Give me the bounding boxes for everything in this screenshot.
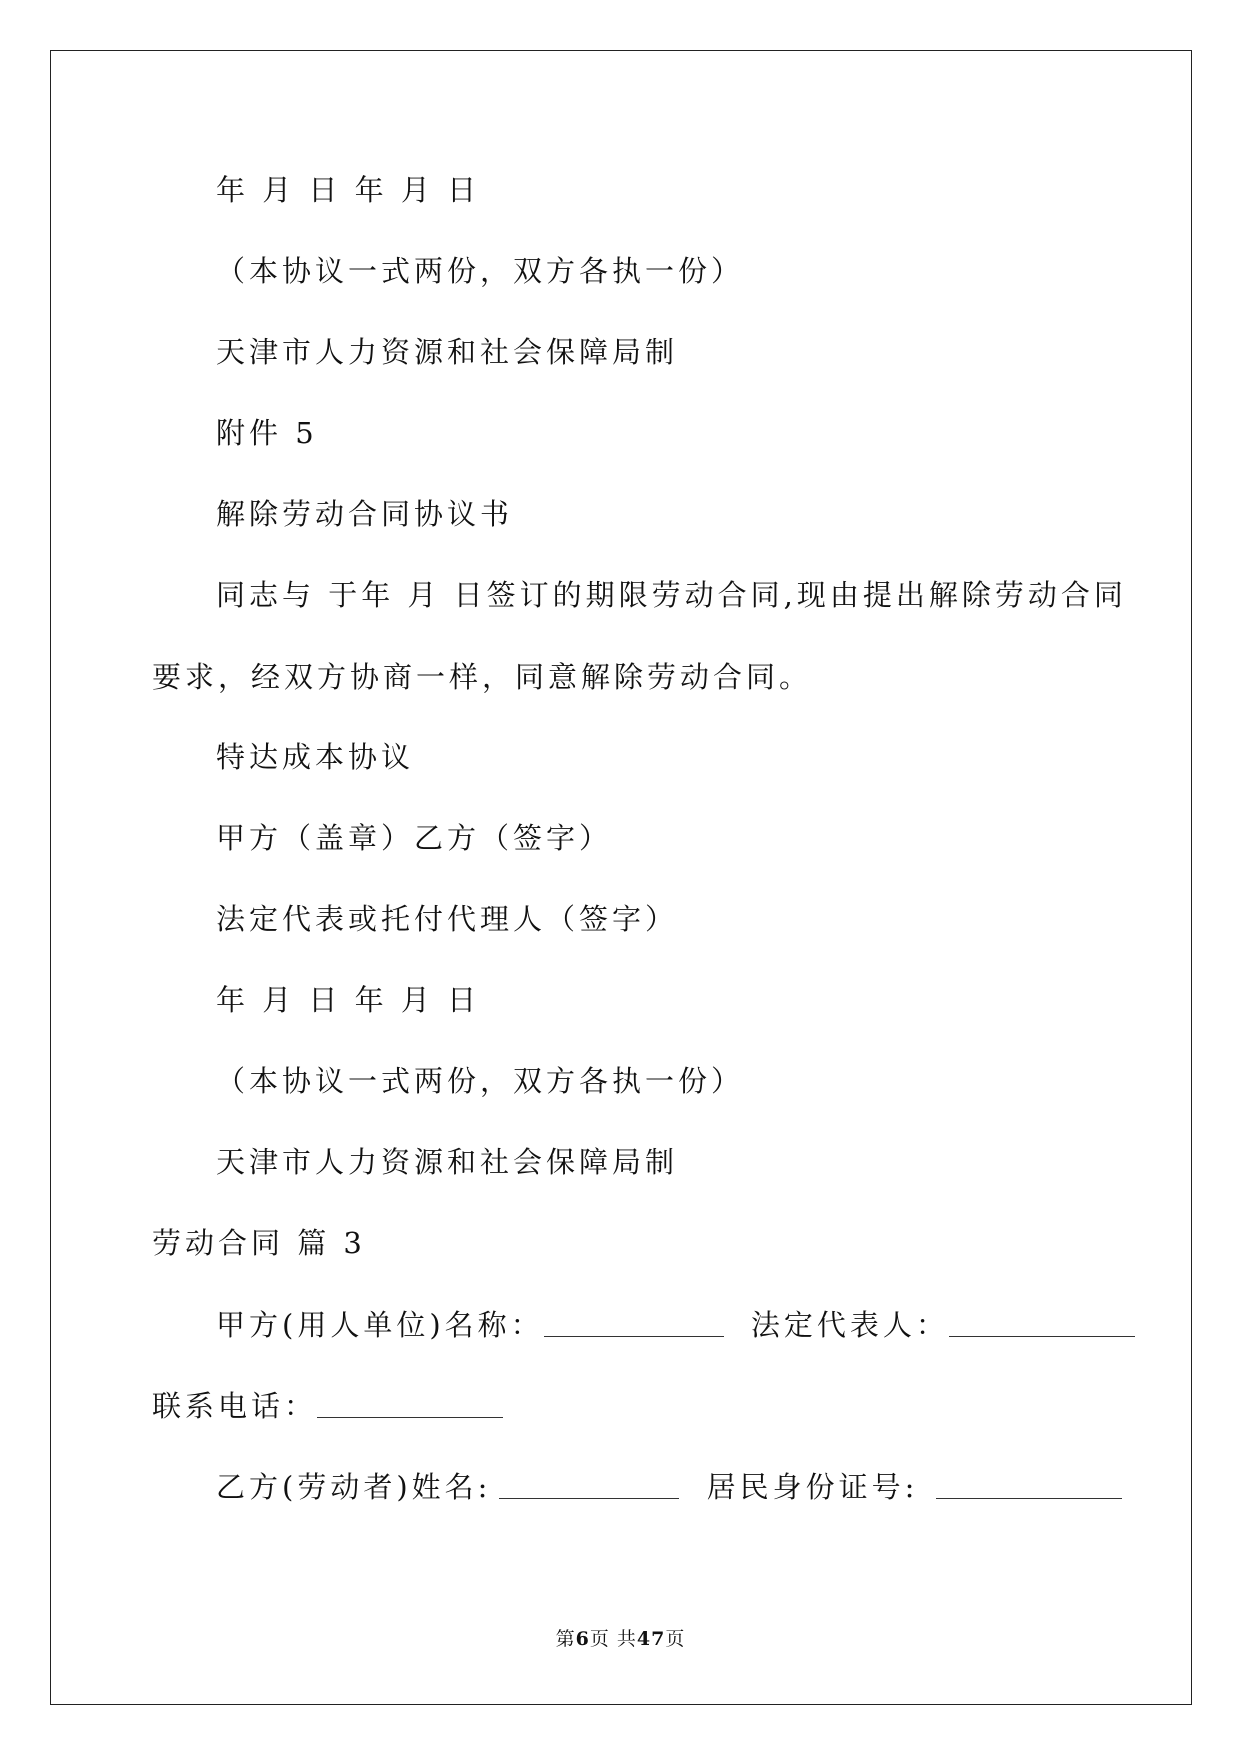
date-line: 年 月 日 年 月 日: [216, 983, 481, 1017]
footer-total-pages: 47: [636, 1628, 666, 1650]
legal-rep-blank[interactable]: [949, 1310, 1135, 1337]
id-number-blank[interactable]: [936, 1472, 1122, 1499]
attachment-label: 附件 5: [216, 416, 318, 450]
id-number-label: 居民身份证号:: [706, 1470, 919, 1504]
agreement-body-line2: 要求，经双方协商一样，同意解除劳动合同。: [152, 660, 813, 694]
page-border: [50, 50, 1192, 1705]
worker-name-blank[interactable]: [499, 1472, 679, 1499]
signature-parties-line: 甲方（盖章）乙方（签字）: [216, 821, 613, 855]
agreement-conclusion: 特达成本协议: [216, 740, 415, 774]
agreement-title: 解除劳动合同协议书: [216, 497, 514, 531]
issuer-line: 天津市人力资源和社会保障局制: [216, 1145, 679, 1179]
phone-blank[interactable]: [317, 1391, 503, 1418]
footer-mid: 页 共: [589, 1628, 637, 1650]
agreement-body-line1: 同志与 于年 月 日签订的期限劳动合同,现由提出解除劳动合同: [216, 578, 1127, 612]
copies-note: （本协议一式两份，双方各执一份）: [216, 1064, 745, 1098]
legal-rep-signature-line: 法定代表或托付代理人（签字）: [216, 902, 679, 936]
copies-note: （本协议一式两份，双方各执一份）: [216, 254, 745, 288]
footer-page-number: 6: [575, 1628, 590, 1650]
contract-section-heading: 劳动合同 篇 3: [152, 1226, 366, 1260]
worker-row: [216, 1472, 1122, 1502]
footer-suffix: 页: [665, 1628, 686, 1650]
phone-label: 联系电话：: [152, 1389, 318, 1423]
employer-name-label: 甲方(用人单位)名称：: [216, 1308, 544, 1342]
worker-name-label: 乙方(劳动者)姓名:: [216, 1470, 492, 1504]
issuer-line: 天津市人力资源和社会保障局制: [216, 335, 679, 369]
page-footer: [0, 1624, 1241, 1651]
date-line: 年 月 日 年 月 日: [216, 173, 481, 207]
employer-name-blank[interactable]: [544, 1310, 724, 1337]
footer-prefix: 第: [555, 1628, 576, 1650]
employer-row: [216, 1310, 1135, 1340]
legal-rep-label: 法定代表人：: [750, 1308, 949, 1342]
phone-row: [152, 1391, 503, 1421]
